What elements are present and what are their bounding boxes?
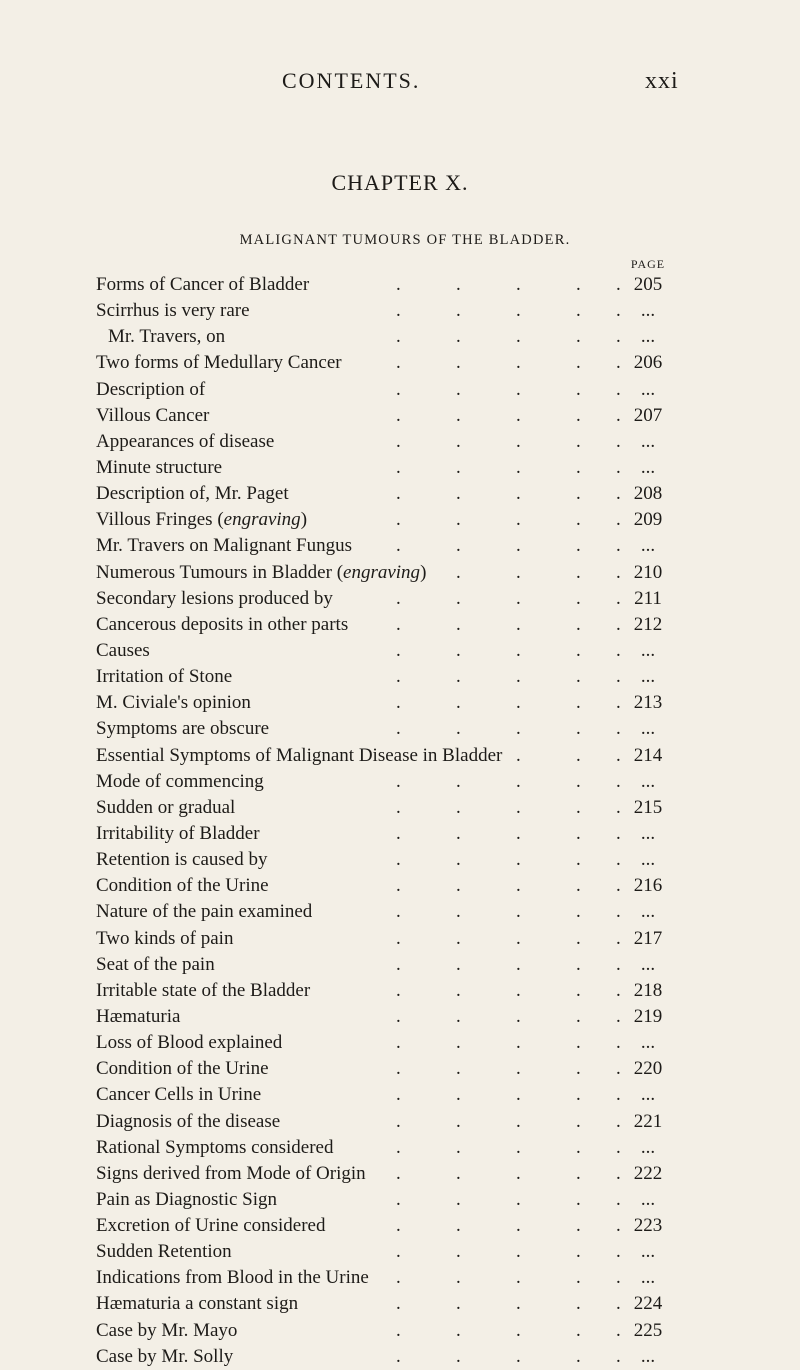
- toc-entry-text: Diagnosis of the disease: [96, 1110, 281, 1132]
- toc-entry: [96, 507, 676, 533]
- dot-leader: . . . . .: [396, 404, 621, 426]
- toc-entry: [96, 1187, 676, 1213]
- toc-entry-note: engraving: [223, 509, 301, 531]
- toc-entry: [96, 1291, 676, 1317]
- toc-page-number: ...: [640, 378, 656, 400]
- toc-entry: [96, 1318, 676, 1344]
- dot-leader: . . . . .: [396, 456, 621, 478]
- toc-entry-text: Causes: [96, 639, 150, 661]
- dot-leader: . . . . .: [396, 953, 621, 975]
- toc-entry-text: Rational Symptoms considered: [96, 1136, 334, 1158]
- dot-leader: . . . . .: [396, 483, 621, 505]
- toc-page-number: ...: [640, 326, 656, 348]
- dot-leader: . . . . .: [396, 1110, 621, 1132]
- dot-leader: . . . . .: [396, 1267, 621, 1289]
- toc-entry: [96, 377, 676, 403]
- toc-entry-text: Two forms of Medullary Cancer: [96, 352, 342, 374]
- toc-entry: [96, 978, 676, 1004]
- dot-leader: . . . . .: [396, 613, 621, 635]
- toc-entry-text: Appearances of disease: [96, 430, 275, 452]
- toc-entry-text: Villous Cancer: [96, 404, 210, 426]
- dot-leader: . . . . .: [396, 796, 621, 818]
- toc-entry-text: Retention is caused by: [96, 849, 268, 871]
- toc-entry-title: Villous Fringes (engraving): [96, 509, 308, 531]
- toc-entry: [96, 403, 676, 429]
- toc-page-number: 214: [633, 744, 663, 766]
- toc-page-number: ...: [640, 822, 656, 844]
- toc-entry: [96, 769, 676, 795]
- toc-entry: [96, 926, 676, 952]
- chapter-subtitle: MALIGNANT TUMOURS OF THE BLADDER.: [239, 232, 571, 248]
- dot-leader: . . . . .: [396, 979, 621, 1001]
- toc-page-number: 211: [634, 587, 662, 609]
- toc-page-number: ...: [640, 718, 656, 740]
- toc-page-number: 219: [633, 1005, 663, 1027]
- toc-page-number: 225: [633, 1319, 663, 1341]
- toc-entry: [96, 743, 676, 769]
- toc-page-number: 212: [633, 613, 663, 635]
- toc-entry: [96, 272, 676, 298]
- toc-entry-text: Description of, Mr. Paget: [96, 483, 289, 505]
- toc-entry: [96, 1265, 676, 1291]
- toc-entry-text: Signs derived from Mode of Origin: [96, 1162, 366, 1184]
- toc-entry-text: Secondary lesions produced by: [96, 587, 333, 609]
- toc-entry-text: Numerous Tumours in Bladder: [96, 561, 332, 583]
- page-header: [0, 68, 800, 108]
- dot-leader: . . . . .: [396, 1084, 621, 1106]
- toc-entry: [96, 1030, 676, 1056]
- dot-leader: . . . . .: [396, 639, 621, 661]
- dot-leader: . . . . .: [396, 378, 621, 400]
- toc-entry-text: Mr. Travers, on: [108, 326, 226, 348]
- toc-entry: [96, 716, 676, 742]
- toc-page-number: 213: [633, 692, 663, 714]
- toc-page-number: ...: [640, 456, 656, 478]
- toc-entry: [96, 350, 676, 376]
- toc-entry-text: Pain as Diagnostic Sign: [96, 1188, 278, 1210]
- dot-leader: . . . . .: [396, 1058, 621, 1080]
- toc-entry-text: Mr. Travers on Malignant Fungus: [96, 535, 352, 557]
- dot-leader: . . . . .: [396, 927, 621, 949]
- toc-page-number: ...: [640, 1136, 656, 1158]
- dot-leader: . . . . .: [396, 1345, 621, 1367]
- toc-entry: [96, 1239, 676, 1265]
- toc-entry-text: Symptoms are obscure: [96, 718, 270, 740]
- toc-page-number: 207: [633, 404, 663, 426]
- toc-page-number: 215: [633, 796, 663, 818]
- toc-entry: [96, 533, 676, 559]
- toc-page-number: ...: [640, 1345, 656, 1367]
- toc-entry: [96, 899, 676, 925]
- chapter-title: CHAPTER X.: [331, 170, 469, 195]
- toc-entry-text: Case by Mr. Mayo: [96, 1319, 238, 1341]
- running-head: CONTENTS.: [282, 68, 421, 93]
- dot-leader: . . . . .: [396, 300, 621, 322]
- toc-entry: [96, 795, 676, 821]
- toc-page-number: ...: [640, 430, 656, 452]
- toc-entry-text: Condition of the Urine: [96, 1058, 269, 1080]
- toc-entry-text: Sudden or gradual: [96, 796, 236, 818]
- toc-page-number: ...: [640, 639, 656, 661]
- toc-page-number: ...: [640, 1267, 656, 1289]
- dot-leader: . . .: [516, 744, 621, 766]
- dot-leader: . . . . .: [396, 875, 621, 897]
- toc-entry-text: Irritable state of the Bladder: [96, 979, 311, 1001]
- toc-page-number: 221: [633, 1110, 663, 1132]
- toc-page-number: ...: [640, 770, 656, 792]
- toc-entry: [96, 1135, 676, 1161]
- toc-page-number: ...: [640, 1188, 656, 1210]
- toc-page-number: ...: [640, 849, 656, 871]
- toc-entry-text: Two kinds of pain: [96, 927, 234, 949]
- dot-leader: . . . . .: [396, 587, 621, 609]
- toc-entry-text: Hæmaturia: [96, 1005, 181, 1027]
- toc-entry: [96, 1161, 676, 1187]
- toc-entry: [96, 429, 676, 455]
- toc-entry: [96, 664, 676, 690]
- toc-page-number: ...: [640, 300, 656, 322]
- dot-leader: . . . . .: [396, 1188, 621, 1210]
- toc-page-number: 220: [633, 1058, 663, 1080]
- toc-entry-text: Excretion of Urine considered: [96, 1215, 326, 1237]
- toc-entry-text: Irritability of Bladder: [96, 822, 260, 844]
- toc-entry-text: Seat of the pain: [96, 953, 215, 975]
- dot-leader: . . . . .: [396, 1241, 621, 1263]
- toc-entry: [96, 1213, 676, 1239]
- toc-page-number: 222: [633, 1162, 663, 1184]
- dot-leader: . . . . .: [396, 352, 621, 374]
- toc-entry: [96, 455, 676, 481]
- toc-page-number: 209: [633, 509, 663, 531]
- toc-entry: [96, 481, 676, 507]
- toc-entry-text: Scirrhus is very rare: [96, 300, 250, 322]
- dot-leader: . . . . .: [396, 849, 621, 871]
- toc-page-number: 224: [633, 1293, 663, 1315]
- dot-leader: . . . . .: [396, 692, 621, 714]
- toc-entry-text: Hæmaturia a constant sign: [96, 1293, 299, 1315]
- toc-entry-text: Description of: [96, 378, 206, 400]
- toc-page-number: ...: [640, 953, 656, 975]
- toc-entry-text: Sudden Retention: [96, 1241, 232, 1263]
- toc-entry-text: Loss of Blood explained: [96, 1032, 283, 1054]
- toc-page-number: 205: [633, 274, 663, 295]
- toc-page-number: 210: [633, 561, 663, 583]
- dot-leader: . . . . .: [396, 666, 621, 688]
- toc-entry-text: Villous Fringes: [96, 509, 213, 531]
- toc-entry-title: Numerous Tumours in Bladder (engraving): [96, 561, 427, 583]
- toc-page-number: 223: [633, 1215, 663, 1237]
- dot-leader: . . . . .: [396, 1005, 621, 1027]
- dot-leader: . . . . .: [396, 901, 621, 923]
- toc-entry: [96, 1082, 676, 1108]
- toc-entry-text: Irritation of Stone: [96, 666, 233, 688]
- toc-entry-text: Minute structure: [96, 456, 223, 478]
- toc-page-number: 216: [633, 875, 663, 897]
- toc-entry-text: Nature of the pain examined: [96, 901, 313, 923]
- toc-entry: [96, 821, 676, 847]
- dot-leader: . . . . .: [396, 1162, 621, 1184]
- toc-page-number: 217: [633, 927, 663, 949]
- toc-page-number: 208: [633, 483, 663, 505]
- toc-page-number: ...: [640, 901, 656, 923]
- toc-entry-text: Cancerous deposits in other parts: [96, 613, 349, 635]
- dot-leader: . . . . .: [396, 770, 621, 792]
- toc-entry: [96, 952, 676, 978]
- dot-leader: . . . . .: [396, 1319, 621, 1341]
- dot-leader: . . . . .: [396, 822, 621, 844]
- dot-leader: . . . . .: [396, 274, 621, 295]
- toc-entry-text: Essential Symptoms of Malignant Disease in Bladder: [96, 744, 503, 766]
- dot-leader: . . . . .: [396, 1032, 621, 1054]
- dot-leader: . . . . .: [396, 430, 621, 452]
- toc-page-number: ...: [640, 666, 656, 688]
- toc-entry-text: Condition of the Urine: [96, 875, 269, 897]
- dot-leader: . . . . .: [396, 1215, 621, 1237]
- toc-entry: [96, 298, 676, 324]
- toc-entry-text: Case by Mr. Solly: [96, 1345, 234, 1367]
- toc-page-number: ...: [640, 1084, 656, 1106]
- toc-entry-text: Forms of Cancer of Bladder: [96, 274, 310, 295]
- page-column-heading: PAGE: [630, 257, 666, 271]
- toc-entry: [96, 1109, 676, 1135]
- dot-leader: . . . .: [456, 561, 621, 583]
- table-of-contents: [96, 272, 676, 1370]
- dot-leader: . . . . .: [396, 326, 621, 348]
- toc-entry: [96, 560, 676, 586]
- toc-entry: [96, 847, 676, 873]
- toc-page-number: ...: [640, 1241, 656, 1263]
- toc-entry-text: Mode of commencing: [96, 770, 264, 792]
- toc-entry: [96, 1056, 676, 1082]
- dot-leader: . . . . .: [396, 718, 621, 740]
- toc-entry: [96, 1004, 676, 1030]
- dot-leader: . . . . .: [396, 1136, 621, 1158]
- toc-entry: [96, 638, 676, 664]
- dot-leader: . . . . .: [396, 509, 621, 531]
- toc-entry-text: M. Civiale's opinion: [96, 692, 251, 714]
- toc-page-number: ...: [640, 1032, 656, 1054]
- toc-entry-note: engraving: [343, 561, 421, 583]
- toc-entry: [96, 1344, 676, 1370]
- toc-entry-text: Indications from Blood in the Urine: [96, 1267, 369, 1289]
- toc-entry: [96, 324, 676, 350]
- dot-leader: . . . . .: [396, 1293, 621, 1315]
- toc-entry: [96, 690, 676, 716]
- dot-leader: . . . . .: [396, 535, 621, 557]
- toc-page-number: ...: [640, 535, 656, 557]
- toc-entry: [96, 586, 676, 612]
- page-number: xxi: [645, 68, 679, 94]
- toc-entry-text: Cancer Cells in Urine: [96, 1084, 262, 1106]
- toc-entry: [96, 873, 676, 899]
- toc-entry: [96, 612, 676, 638]
- toc-page-number: 206: [633, 352, 663, 374]
- toc-page-number: 218: [633, 979, 663, 1001]
